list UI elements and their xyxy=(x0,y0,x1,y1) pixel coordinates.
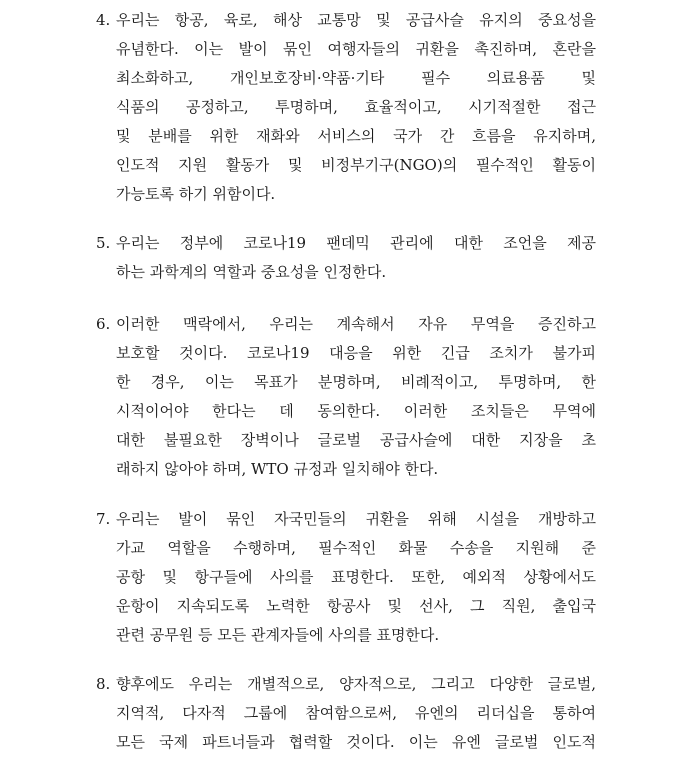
paragraph-7 xyxy=(96,505,596,650)
text-line: 공항 및 항구들에 사의를 표명한다. 또한, 예외적 상황에서도 xyxy=(116,568,596,586)
text-line: 모든 국제 파트너들과 협력할 것이다. 이는 유엔 글로벌 인도적 xyxy=(116,733,596,751)
text-line: 대한 불필요한 장벽이나 글로벌 공급사슬에 대한 지장을 초 xyxy=(116,431,596,449)
text-line: 유념한다. 이는 발이 묶인 여행자들의 귀환을 촉진하며, 혼란을 xyxy=(116,40,596,58)
text-line: 한 경우, 이는 목표가 분명하며, 비례적이고, 투명하며, 한 xyxy=(116,373,596,391)
text-line: 하는 과학계의 역할과 중요성을 인정한다. xyxy=(116,263,387,281)
paragraph-number: 8. xyxy=(96,675,111,693)
text-line: 가능토록 하기 위함이다. xyxy=(116,185,276,203)
paragraph-text xyxy=(116,670,596,757)
text-line: 우리는 항공, 육로, 해상 교통망 및 공급사슬 유지의 중요성을 xyxy=(116,11,596,29)
paragraph-5 xyxy=(96,229,596,287)
text-line: 인도적 지원 활동가 및 비정부기구(NGO)의 필수적인 활동이 xyxy=(116,156,596,174)
text-line: 최소화하고, 개인보호장비·약품·기타 필수 의료용품 및 xyxy=(116,69,596,87)
paragraph-number: 6. xyxy=(96,315,111,333)
text-line: 관련 공무원 등 모든 관계자들에 사의를 표명한다. xyxy=(116,626,440,644)
text-line: 향후에도 우리는 개별적으로, 양자적으로, 그리고 다양한 글로벌, xyxy=(116,675,596,693)
text-line: 우리는 발이 묶인 자국민들의 귀환을 위해 시설을 개방하고 xyxy=(116,510,596,528)
paragraph-number: 7. xyxy=(96,510,111,528)
paragraph-text xyxy=(116,229,596,287)
text-line: 우리는 정부에 코로나19 팬데믹 관리에 대한 조언을 제공 xyxy=(116,234,596,252)
text-line: 가교 역할을 수행하며, 필수적인 화물 수송을 지원해 준 xyxy=(116,539,596,557)
paragraph-number: 4. xyxy=(96,11,111,29)
paragraph-6 xyxy=(96,310,596,484)
text-line: 이러한 맥락에서, 우리는 계속해서 자유 무역을 증진하고 xyxy=(116,315,596,333)
text-line: 래하지 않아야 하며, WTO 규정과 일치해야 한다. xyxy=(116,460,439,478)
text-line: 보호할 것이다. 코로나19 대응을 위한 긴급 조치가 불가피 xyxy=(116,344,596,362)
paragraph-text xyxy=(116,505,596,650)
text-line: 시적이어야 한다는 데 동의한다. 이러한 조치들은 무역에 xyxy=(116,402,596,420)
text-line: 및 분배를 위한 재화와 서비스의 국가 간 흐름을 유지하며, xyxy=(116,127,596,145)
text-line: 지역적, 다자적 그룹에 참여함으로써, 유엔의 리더십을 통하여 xyxy=(116,704,596,722)
paragraph-text xyxy=(116,6,596,209)
text-line: 식품의 공정하고, 투명하며, 효율적이고, 시기적절한 접근 xyxy=(116,98,596,116)
text-line: 운항이 지속되도록 노력한 항공사 및 선사, 그 직원, 출입국 xyxy=(116,597,596,615)
paragraph-text xyxy=(116,310,596,484)
paragraph-8 xyxy=(96,670,596,757)
paragraph-4 xyxy=(96,6,596,209)
paragraph-number: 5. xyxy=(96,234,111,252)
